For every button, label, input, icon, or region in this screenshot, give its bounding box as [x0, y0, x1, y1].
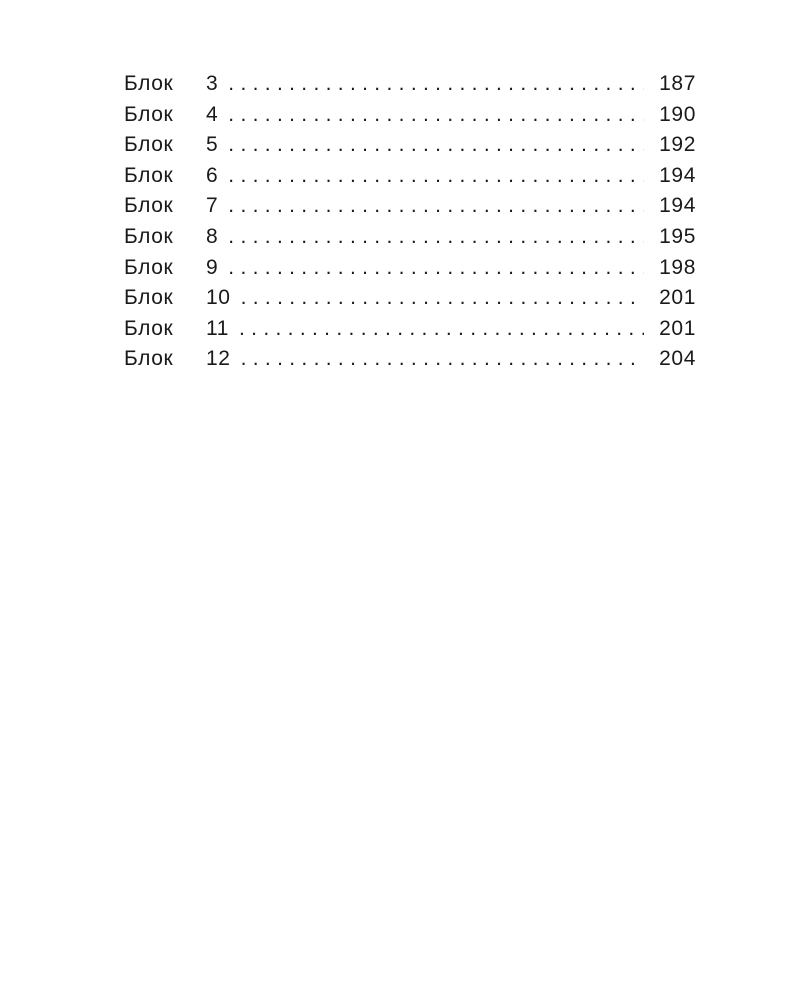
toc-entry-label [124, 256, 218, 280]
toc-entry-page: 204 [659, 347, 696, 371]
dot-leader [228, 103, 644, 127]
toc-entry [124, 225, 696, 256]
toc-entry-number: 12 [206, 347, 231, 371]
toc-entry-number: 4 [206, 102, 219, 126]
toc-entry-label [124, 194, 218, 218]
toc-entry-word: Блок [124, 163, 174, 187]
dot-leader [228, 225, 644, 249]
dot-leader [239, 317, 644, 341]
toc-entry [124, 347, 696, 378]
toc-entry-word: Блок [124, 224, 174, 248]
toc-entry-word: Блок [124, 133, 174, 157]
toc-entry-label [124, 347, 231, 371]
toc-entry-label [124, 103, 218, 127]
toc-entry-word: Блок [124, 347, 174, 371]
table-of-contents [124, 72, 696, 378]
toc-entry-word: Блок [124, 194, 174, 218]
dot-leader [228, 194, 644, 218]
toc-entry [124, 72, 696, 103]
toc-entry [124, 194, 696, 225]
toc-entry-number: 11 [206, 316, 229, 340]
toc-entry-label [124, 286, 231, 310]
toc-entry [124, 133, 696, 164]
toc-entry-page: 194 [659, 194, 696, 218]
toc-entry-number: 7 [206, 194, 219, 218]
toc-entry-number: 5 [206, 133, 219, 157]
toc-entry-number: 3 [206, 72, 219, 95]
toc-entry-page: 194 [659, 163, 696, 187]
dot-leader [228, 72, 644, 96]
toc-entry-word: Блок [124, 255, 174, 279]
toc-entry-label [124, 225, 218, 249]
toc-entry-label [124, 133, 218, 157]
toc-entry-number: 9 [206, 255, 219, 279]
toc-entry [124, 286, 696, 317]
toc-entry-word: Блок [124, 286, 174, 310]
toc-entry-label [124, 72, 218, 96]
toc-entry-number: 6 [206, 163, 219, 187]
toc-entry-label [124, 317, 229, 341]
dot-leader [241, 347, 644, 371]
toc-entry-page: 187 [659, 72, 696, 95]
toc-entry-number: 10 [206, 286, 231, 310]
dot-leader [241, 286, 644, 310]
toc-entry-number: 8 [206, 224, 219, 248]
toc-entry-page: 195 [659, 224, 696, 248]
toc-entry-page: 201 [659, 286, 696, 310]
toc-entry [124, 256, 696, 287]
toc-entry [124, 103, 696, 134]
toc-entry-page: 190 [659, 102, 696, 126]
dot-leader [228, 256, 644, 280]
toc-entry [124, 317, 696, 348]
toc-entry-page: 192 [659, 133, 696, 157]
toc-entry-label [124, 164, 218, 188]
toc-entry-word: Блок [124, 72, 174, 95]
dot-leader [228, 164, 644, 188]
toc-entry-page: 201 [659, 316, 696, 340]
dot-leader [228, 133, 644, 157]
toc-entry-page: 198 [659, 255, 696, 279]
toc-entry [124, 164, 696, 195]
toc-entry-word: Блок [124, 316, 174, 340]
toc-entry-word: Блок [124, 102, 174, 126]
